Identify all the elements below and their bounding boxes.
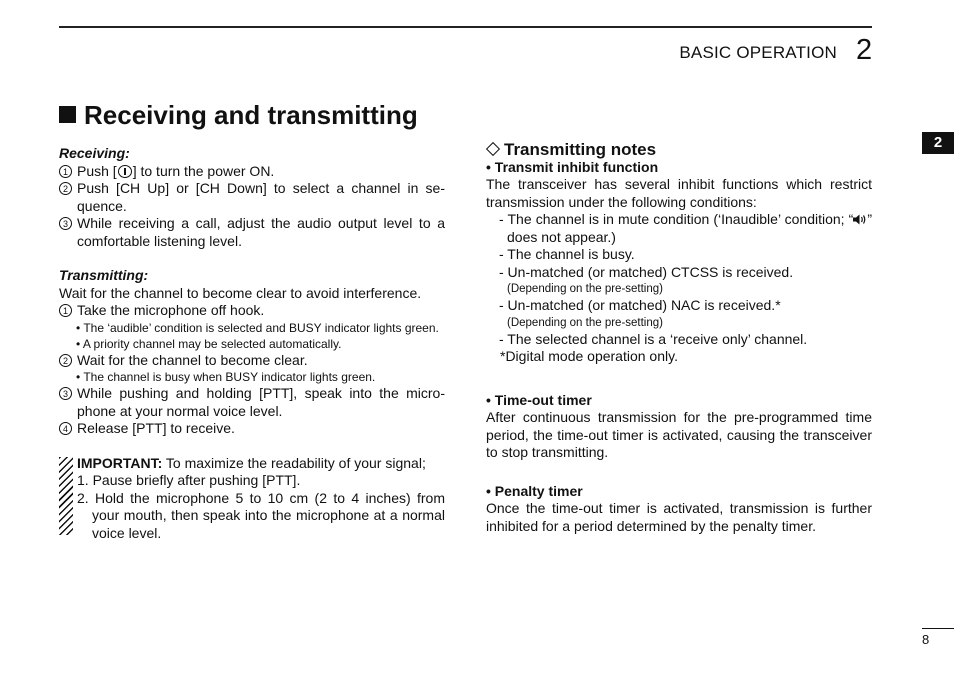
penalty-heading: • Penalty timer (486, 482, 583, 499)
important-text: To maximize the readability of your signal; (162, 454, 426, 471)
inhibit-note: (Depending on the pre-setting) (507, 316, 663, 329)
step-number: 3 (59, 387, 72, 400)
section-title-text: Receiving and transmitting (84, 100, 418, 130)
penalty-text: Once the time-out timer is activated, transmission is further inhibited for a period determined by the penalty timer. (486, 500, 872, 534)
inhibit-condition: - The selected channel is a ‘receive only’ channel. (499, 330, 808, 347)
inhibit-condition: - Un-matched (or matched) CTCSS is received. (499, 263, 794, 280)
transmitting-step-4: 4 Release [PTT] to receive. (59, 420, 445, 438)
chapter-side-tab: 2 (922, 132, 954, 154)
section-title (59, 100, 418, 131)
transmitting-step-3: 3 While pushing and holding [PTT], speak into the micro-phone at your normal voice level. (59, 385, 445, 420)
header-section-title: BASIC OPERATION (679, 43, 837, 62)
inhibit-footnote: *Digital mode operation only. (500, 348, 678, 364)
timeout-heading: • Time-out timer (486, 391, 592, 408)
inhibit-note: (Depending on the pre-setting) (507, 283, 663, 295)
inhibit-heading: • Transmit inhibit function (486, 158, 659, 175)
notes-title: Transmitting notes (486, 141, 872, 159)
step-number: 4 (59, 422, 72, 435)
power-icon (118, 165, 132, 178)
transmitting-step-1: 1 Take the microphone off hook. (59, 302, 445, 320)
inhibit-condition: - The channel is busy. (499, 246, 635, 262)
step-number: 2 (59, 182, 72, 195)
page-number: 8 (922, 632, 930, 647)
right-column (486, 141, 872, 535)
square-bullet-icon (59, 106, 76, 123)
step-number: 2 (59, 354, 72, 367)
step-number: 3 (59, 217, 72, 230)
important-item: 1. Pause briefly after pushing [PTT]. (77, 472, 301, 488)
speaker-icon (853, 214, 867, 225)
inhibit-intro: The transceiver has several inhibit functions which restrict transmission under the following conditions: (486, 176, 872, 210)
header-rule (59, 26, 872, 28)
receiving-step-2: 2 Push [CH Up] or [CH Down] to select a channel in se-quence. (59, 180, 445, 215)
inhibit-condition: - Un-matched (or matched) NAC is received.* (499, 297, 781, 313)
important-label: IMPORTANT: (77, 454, 163, 471)
important-item: 2. Hold the microphone 5 to 10 cm (2 to 4 inches) from your mouth, then speak into the microphone at a normal voice level. (77, 489, 445, 541)
step2-bullet: • The channel is busy when BUSY indicator lights green. (76, 370, 376, 384)
header-chapter-number: 2 (856, 34, 873, 66)
important-note (59, 455, 445, 543)
transmitting-step-2: 2 Wait for the channel to become clear. (59, 352, 445, 370)
receiving-step-1: 1 Push [ ] to turn the power ON. (59, 163, 445, 181)
step1-bullet: • A priority channel may be selected automatically. (76, 336, 342, 351)
step-number: 1 (59, 165, 72, 178)
diamond-icon (486, 142, 500, 156)
footer-rule (922, 628, 954, 629)
receiving-step-3: 3 While receiving a call, adjust the audio output level to a comfortable listening level. (59, 215, 445, 250)
receiving-heading: Receiving: (59, 145, 130, 161)
left-column (59, 145, 445, 542)
transmitting-heading: Transmitting: (59, 267, 149, 283)
inhibit-condition: - The channel is in mute condition (‘Inaudible’ condition; “ ” does not appear.) (499, 211, 872, 245)
step1-bullet: • The ‘audible’ condition is selected and BUSY indicator lights green. (76, 320, 439, 335)
step-number: 1 (59, 304, 72, 317)
timeout-text: After continuous transmission for the pre-programmed time period, the time-out timer is activated, causing the transceiver to stop transmitting. (486, 409, 872, 460)
transmitting-intro: Wait for the channel to become clear to avoid interference. (59, 284, 422, 301)
hatch-marker-icon (59, 457, 73, 535)
